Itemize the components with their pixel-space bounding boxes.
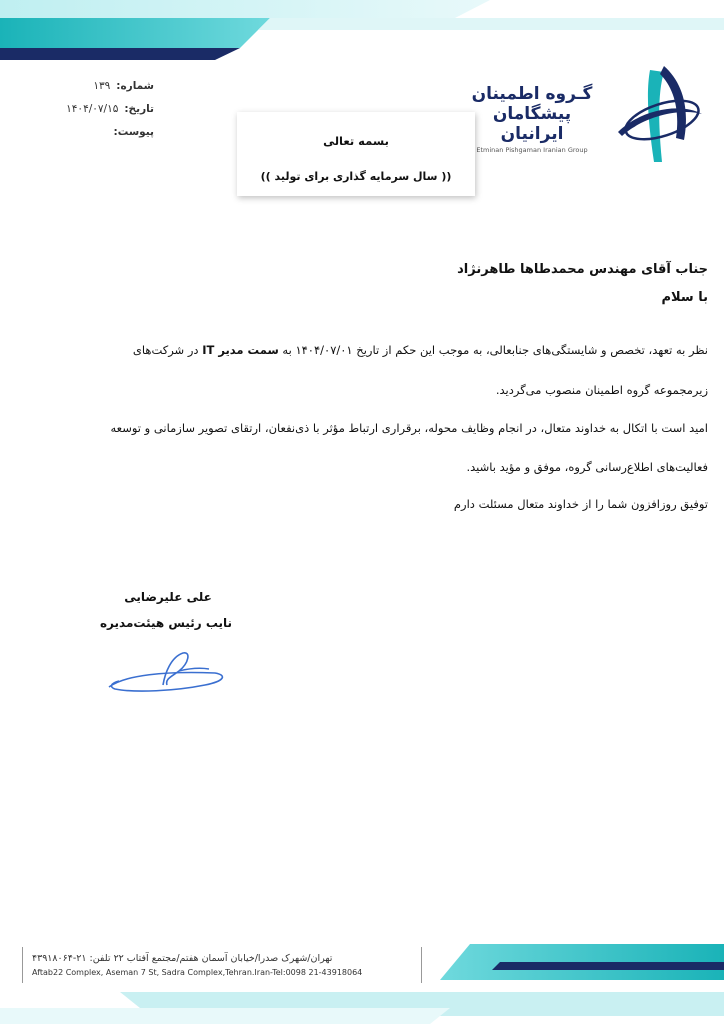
title-bismillah: بسمه تعالی	[323, 134, 389, 148]
body-paragraph-1-line-2: زیرمجموعه گروه اطمینان منصوب می‌گردید.	[495, 383, 708, 397]
letter-number-value: ۱۳۹	[93, 80, 111, 92]
footer-address-en: Aftab22 Complex, Aseman 7 St, Sadra Complex,Tehran.Iran-Tel:0098 21-43918064	[32, 968, 363, 977]
signatory-title: نایب رئیس هیئت‌مدیره	[99, 616, 233, 630]
company-logo-text	[462, 84, 602, 154]
footer-decoration	[0, 940, 724, 1024]
footer-address-fa: تهران/شهرک صدرا/خیابان آسمان هفتم/مجتمع آفتاب ۲۲ تلفن: ۲۱-۴۳۹۱۸۰۶۴	[32, 953, 333, 964]
recipient-line: جناب آقای مهندس محمدطاها طاهرنژاد	[457, 262, 708, 277]
body-paragraph-2-line-1: امید است با اتکال به خداوند متعال، در انجام وظایف محوله، برقراری ارتباط مؤثر با ذی‌نفعان، ارتقای تصویر سازمانی و توسعه	[110, 421, 708, 435]
handwritten-signature	[105, 645, 230, 700]
title-box	[237, 112, 475, 196]
letter-attachment-label: پیوست:	[113, 126, 154, 138]
body-paragraph-2-line-2: فعالیت‌های اطلاع‌رسانی گروه، موفق و مؤید باشید.	[466, 460, 708, 474]
body-p1-part-1: نظر به تعهد، تخصص و شایستگی‌های جنابعالی، به موجب این حکم از تاریخ ۱۴۰۴/۰۷/۰۱ به	[278, 343, 708, 357]
letter-date-value: ۱۴۰۴/۰۷/۱۵	[66, 103, 119, 115]
body-p1-part-2: در شرکت‌های	[132, 343, 203, 357]
body-paragraph-3: توفیق روزافزون شما را از خداوند متعال مسئلت دارم	[453, 497, 708, 511]
title-year-slogan: (( سال سرمایه گذاری برای تولید ))	[260, 170, 452, 183]
letter-date	[66, 103, 154, 115]
letter-number	[93, 80, 154, 92]
body-p1-position: سمت مدیر IT	[202, 343, 279, 357]
logo-line-2: پیشگامان ایرانیان	[492, 104, 572, 144]
greeting: با سلام	[661, 290, 708, 305]
company-logo-icon	[610, 62, 705, 172]
logo-line-3: Etminan Pishgaman Iranian Group	[476, 146, 588, 154]
body-paragraph-1-line-1	[133, 343, 708, 357]
signatory-name: علی علیرضایی	[124, 590, 212, 604]
letter-number-label: شماره:	[116, 80, 154, 92]
letter-attachment	[108, 126, 154, 138]
letter-date-label: تاریخ:	[124, 103, 154, 115]
logo-line-1: گـروه اطمینان	[471, 84, 593, 104]
